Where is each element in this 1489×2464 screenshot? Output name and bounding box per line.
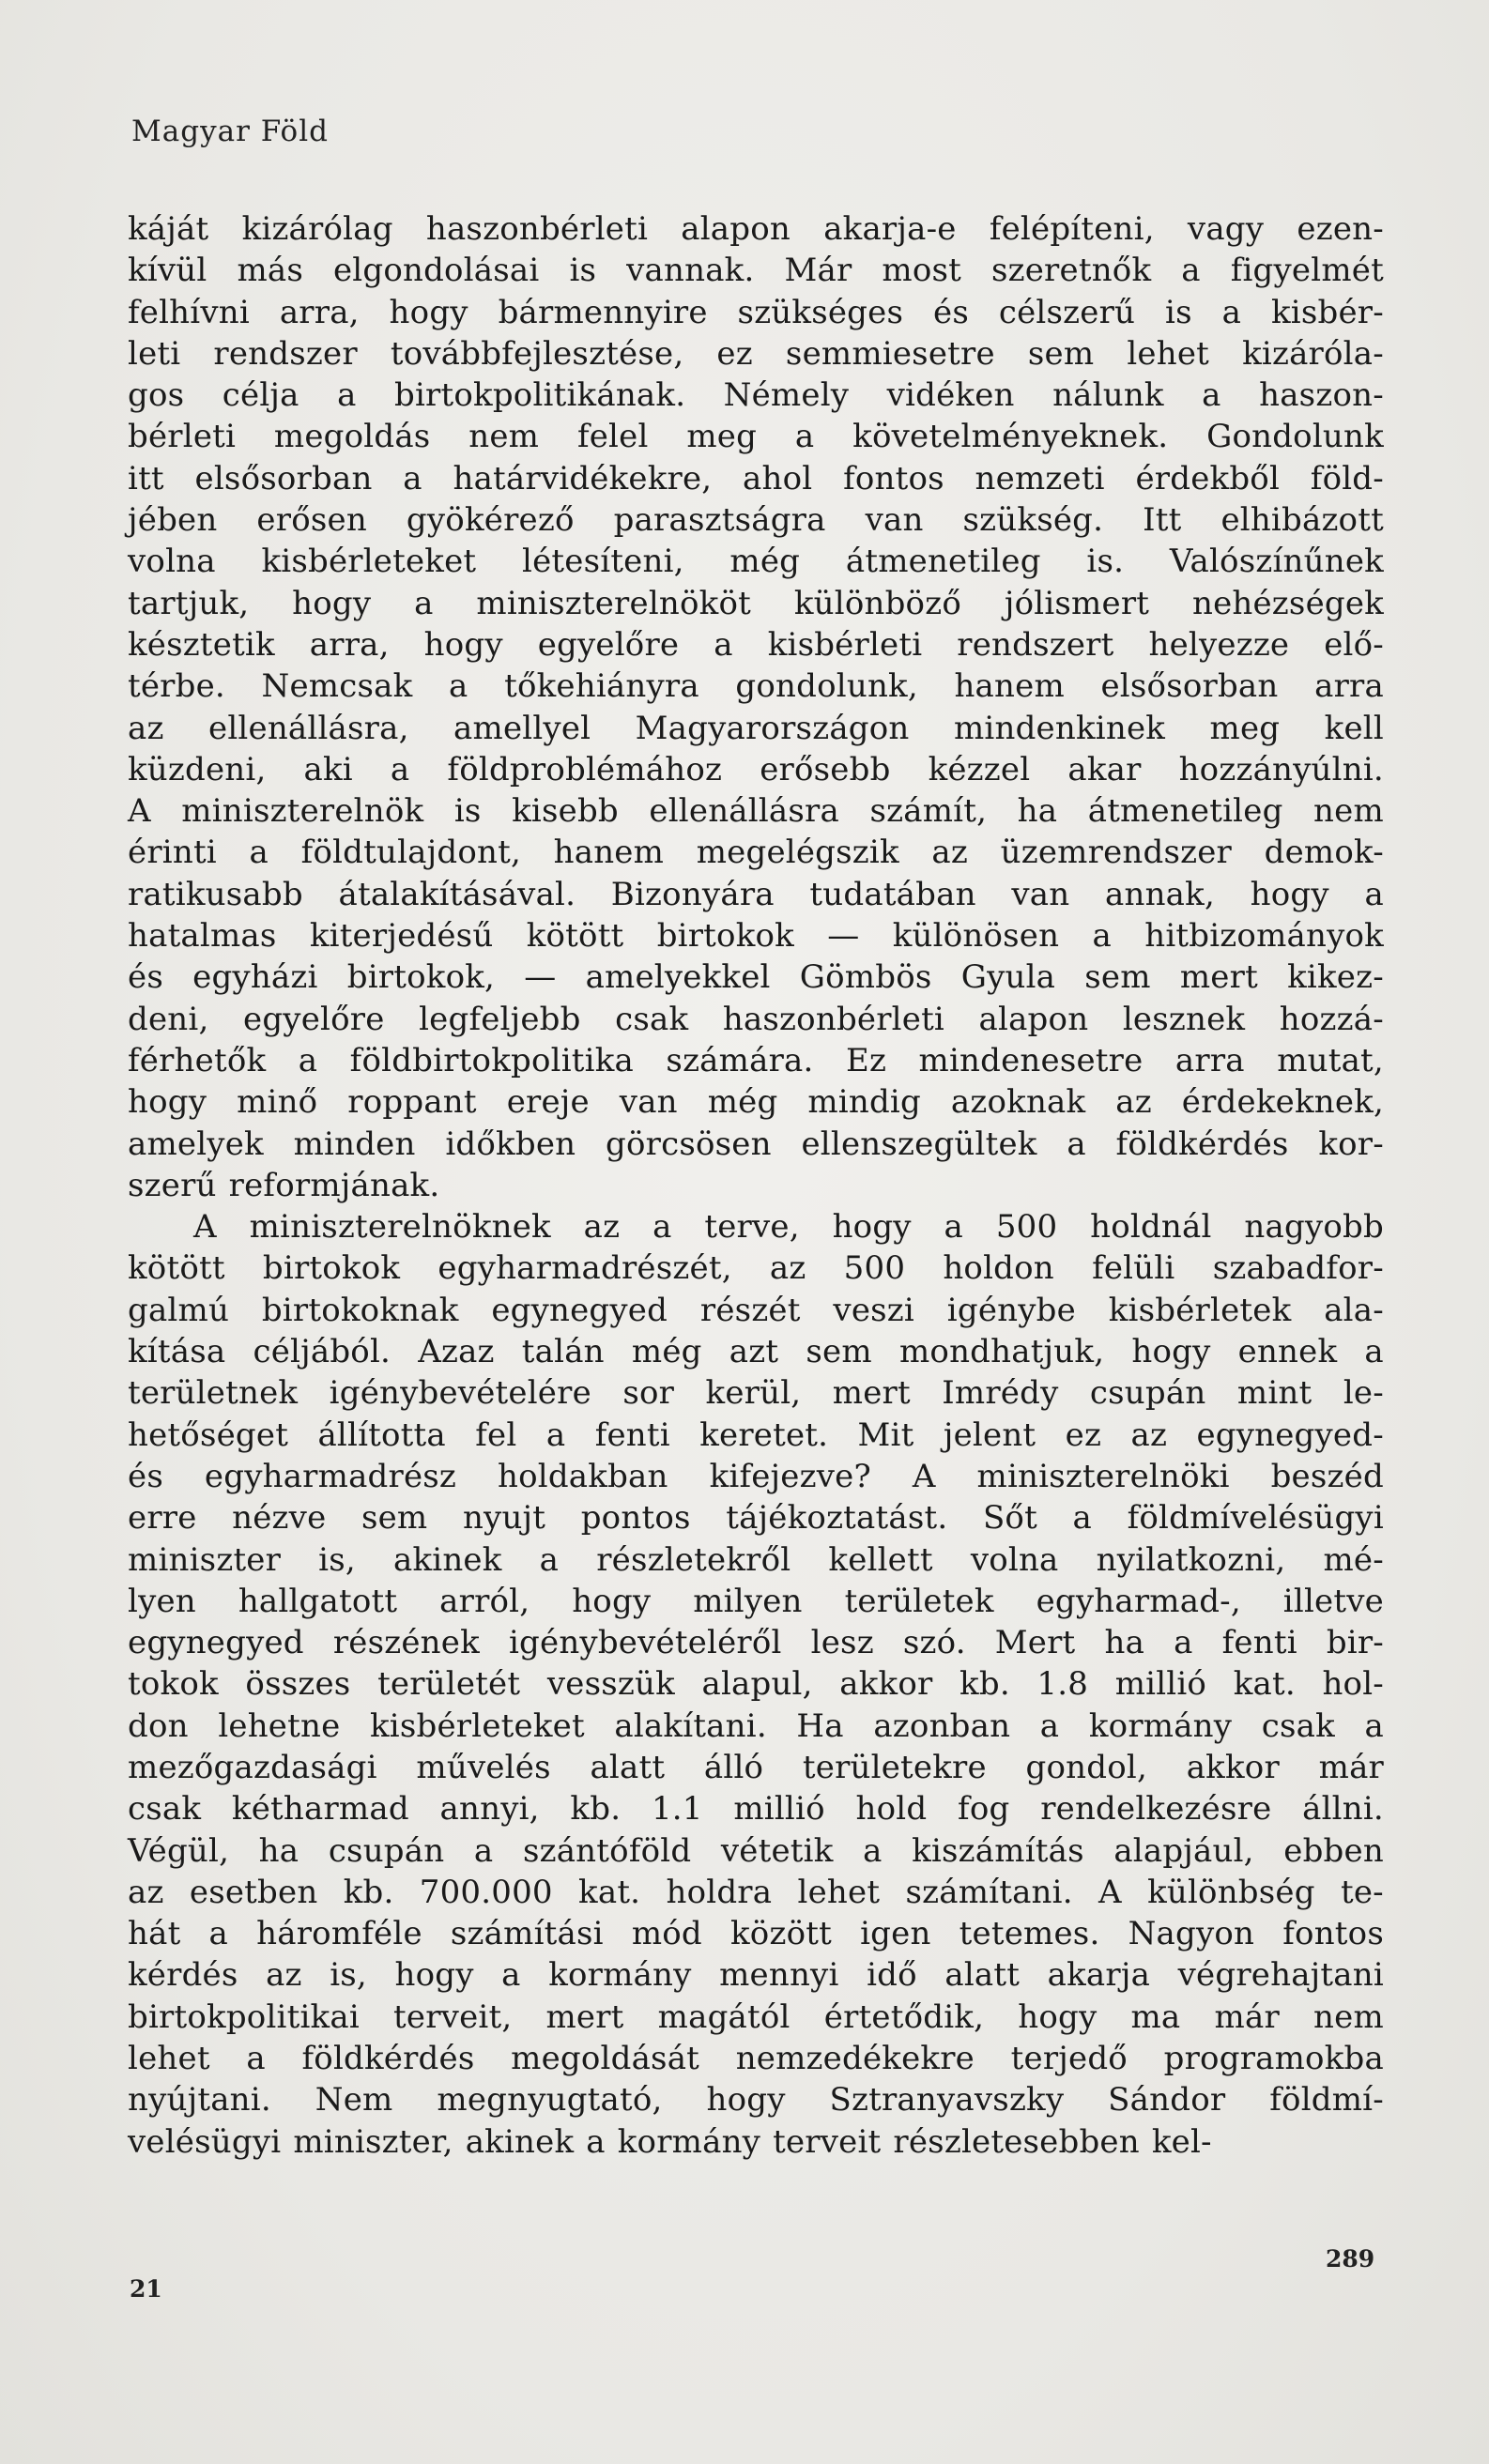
signature-mark: 21	[130, 2275, 162, 2303]
text-line: birtokpolitikai terveit, mert magától értetődik, hogy ma már nem	[128, 1997, 1384, 2036]
text-line: felhívni arra, hogy bármennyire szükséges és célszerű is a kisbér-	[128, 293, 1384, 331]
text-line: hetőséget állította fel a fenti keretet. Mit jelent ez az egynegyed-	[128, 1416, 1384, 1454]
text-line: férhetők a földbirtokpolitika számára. Ez mindenesetre arra mutat,	[128, 1041, 1384, 1079]
text-line: leti rendszer továbbfejlesztése, ez semmiesetre sem lehet kizáróla-	[128, 334, 1384, 373]
text-line: káját kizárólag haszonbérleti alapon akarja-e felépíteni, vagy ezen-	[128, 210, 1384, 248]
text-line: A miniszterelnöknek az a terve, hogy a 500 holdnál nagyobb	[193, 1208, 1384, 1247]
text-line: csak kétharmad annyi, kb. 1.1 millió hold fog rendelkezésre állni.	[128, 1790, 1384, 1829]
text-line: és egyharmadrész holdakban kifejezve? A miniszterelnöki beszéd	[128, 1457, 1384, 1495]
text-line: volna kisbérleteket létesíteni, még átmenetileg is. Valószínűnek	[128, 543, 1384, 581]
text-line: kötött birtokok egyharmadrészét, az 500 holdon felüli szabadfor-	[128, 1249, 1384, 1288]
paragraph	[128, 1206, 1384, 2163]
text-line: területnek igénybevételére sor kerül, mert Imrédy csupán mint le-	[128, 1374, 1384, 1413]
text-line: Végül, ha csupán a szántóföld vétetik a kiszámítás alapjául, ebben	[128, 1831, 1384, 1870]
text-line: lyen hallgatott arról, hogy milyen területek egyharmad-, illetve	[128, 1582, 1384, 1620]
text-line: A miniszterelnök is kisebb ellenállásra számít, ha átmenetileg nem	[128, 792, 1384, 831]
text-line: jében erősen gyökérező parasztságra van szükség. Itt elhibázott	[128, 501, 1384, 540]
body-text	[128, 208, 1384, 2163]
text-line: hogy minő roppant ereje van még mindig azoknak az érdekeknek,	[128, 1083, 1384, 1122]
page-number: 289	[1326, 2245, 1375, 2273]
running-head-title: Magyar Föld	[131, 115, 329, 148]
text-line: egynegyed részének igénybevételéről lesz szó. Mert ha a fenti bir-	[128, 1624, 1384, 1662]
text-line: kítása céljából. Azaz talán még azt sem mondhatjuk, hogy ennek a	[128, 1333, 1384, 1371]
text-line: az ellenállásra, amellyel Magyarországon mindenkinek meg kell	[128, 709, 1384, 747]
text-line: tokok összes területét vesszük alapul, akkor kb. 1.8 millió kat. hol-	[128, 1665, 1384, 1704]
text-line: don lehetne kisbérleteket alakítani. Ha azonban a kormány csak a	[128, 1706, 1384, 1745]
text-line: nyújtani. Nem megnyugtató, hogy Sztranyavszky Sándor földmí-	[128, 2081, 1384, 2120]
text-line: kérdés az is, hogy a kormány mennyi idő alatt akarja végrehajtani	[128, 1956, 1384, 1995]
text-line: deni, egyelőre legfeljebb csak haszonbérleti alapon lesznek hozzá-	[128, 1000, 1384, 1038]
text-line: tartjuk, hogy a miniszterelnököt különböző jólismert nehézségek	[128, 584, 1384, 622]
text-line: itt elsősorban a határvidékekre, ahol fontos nemzeti érdekből föld-	[128, 459, 1384, 497]
text-line: kívül más elgondolásai is vannak. Már most szeretnők a figyelmét	[128, 252, 1384, 290]
text-line: hát a háromféle számítási mód között igen tetemes. Nagyon fontos	[128, 1915, 1384, 1953]
text-line: és egyházi birtokok, — amelyekkel Gömbös Gyula sem mert kikez-	[128, 958, 1384, 997]
text-line: késztetik arra, hogy egyelőre a kisbérleti rendszert helyezze elő-	[128, 625, 1384, 664]
text-line: küzdeni, aki a földproblémához erősebb kézzel akar hozzányúlni.	[128, 750, 1384, 788]
text-line: amelyek minden időkben görcsösen ellenszegültek a földkérdés kor-	[128, 1125, 1384, 1163]
text-line: miniszter is, akinek a részletekről kellett volna nyilatkozni, mé-	[128, 1540, 1384, 1579]
text-line: erre nézve sem nyujt pontos tájékoztatást. Sőt a földmívelésügyi	[128, 1499, 1384, 1538]
text-line: szerű reformjának.	[128, 1166, 440, 1204]
text-line: gos célja a birtokpolitikának. Némely vidéken nálunk a haszon-	[128, 376, 1384, 415]
text-line: érinti a földtulajdont, hanem megelégszik az üzemrendszer demok-	[128, 834, 1384, 872]
text-line: galmú birtokoknak egynegyed részét veszi igénybe kisbérletek ala-	[128, 1291, 1384, 1329]
text-line: mezőgazdasági művelés alatt álló területekre gondol, akkor már	[128, 1748, 1384, 1786]
text-line: bérleti megoldás nem felel meg a követelményeknek. Gondolunk	[128, 418, 1384, 456]
text-line: térbe. Nemcsak a tőkehiányra gondolunk, hanem elsősorban arra	[128, 667, 1384, 706]
text-line: az esetben kb. 700.000 kat. holdra lehet számítani. A különbség te-	[128, 1873, 1384, 1911]
text-line: velésügyi miniszter, akinek a kormány terveit részletesebben kel-	[128, 2122, 1212, 2161]
text-line: hatalmas kiterjedésű kötött birtokok — különösen a hitbizományok	[128, 917, 1384, 956]
text-line: lehet a földkérdés megoldását nemzedékekre terjedő programokba	[128, 2040, 1384, 2078]
text-line: ratikusabb átalakításával. Bizonyára tudatában van annak, hogy a	[128, 875, 1384, 913]
paragraph	[128, 208, 1384, 1206]
